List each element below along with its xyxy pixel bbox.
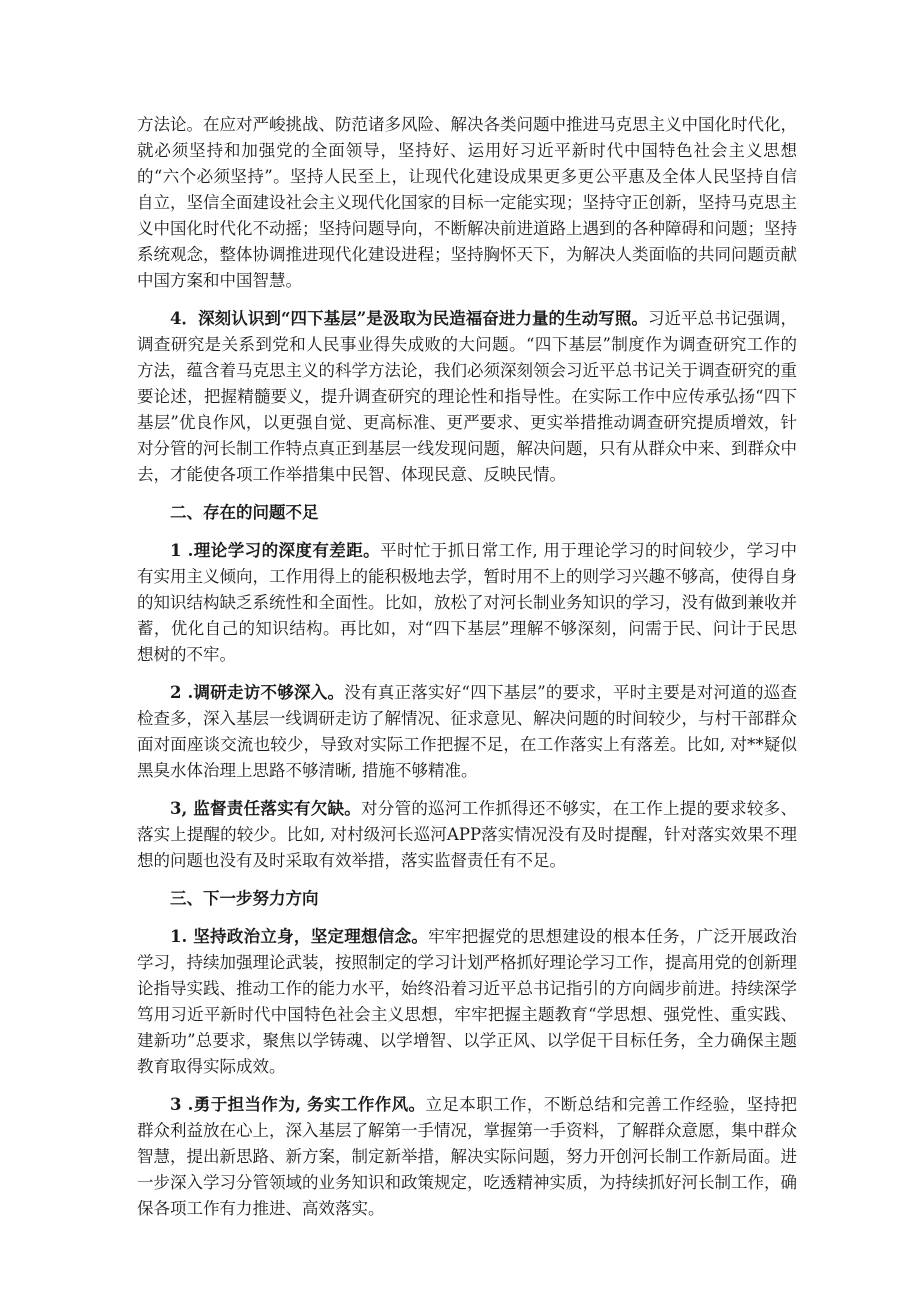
section-heading-next-steps: 三、下一步努力方向 (170, 889, 319, 908)
paragraph-text: 没有真正落实好“四下基层”的要求，平时主要是对河道的巡查检查多，深入基层一线调研走访了解情况、征求意见、解决问题的时间较少，与村干部群众面对面座谈交流也较少，导致对实际工作把握不足，在工作落实上有落差。比如, 对**疑似黑臭水体治理上思路不够清晰, 措施不够精准。 (137, 683, 797, 780)
document-body (137, 112, 797, 1234)
section-heading-problems: 二、存在的问题不足 (170, 503, 319, 522)
paragraph-item-3-supervision (137, 796, 797, 874)
paragraph-lead: 1. 坚持政治立身，坚定理想信念。 (170, 927, 429, 946)
paragraph-item-2-research-visits (137, 680, 797, 784)
paragraph-methodology (137, 112, 797, 294)
paragraph-lead: 3 .勇于担当作为, 务实工作作风。 (170, 1095, 426, 1114)
paragraph-lead: 1 .理论学习的深度有差距。 (170, 541, 381, 560)
paragraph-item-4-four-levels (137, 306, 797, 488)
paragraph-item-1-theory-study (137, 538, 797, 668)
paragraph-lead: 3, 监督责任落实有欠缺。 (170, 799, 362, 818)
paragraph-lead: 2 .调研走访不够深入。 (170, 683, 345, 702)
paragraph-text: 立足本职工作，不断总结和完善工作经验，坚持把群众利益放在心上，深入基层了解第一手情况，掌握第一手资料，了解群众意愿，集中群众智慧，提出新思路、新方案，制定新举措，解决实际问题，努力开创河长制工作新局面。进一步深入学习分管领域的业务知识和政策规定，吃透精神实质，为持续抓好河长制工作，确保各项工作有力推进、高效落实。 (137, 1095, 797, 1218)
paragraph-item-3-responsibility (137, 1092, 797, 1222)
paragraph-text: 牢牢把握党的思想建设的根本任务，广泛开展政治学习，持续加强理论武装，按照制定的学习计划严格抓好理论学习工作，提高用党的创新理论指导实践、推动工作的能力水平，始终沿着习近平总书记指引的方向阔步前进。持续深学笃用习近平新时代中国特色社会主义思想，牢牢把握主题教育“学思想、强党性、重实践、建新功”总要求，聚焦以学铸魂、以学增智、以学正风、以学促干目标任务，全力确保主题教育取得实际成效。 (137, 927, 797, 1076)
paragraph-text: 平时忙于抓日常工作, 用于理论学习的时间较少，学习中有实用主义倾向，工作用得上的能积极地去学，暂时用不上的则学习兴趣不够高，使得自身的知识结构缺乏系统性和全面性。比如，放松了对河长制业务知识的学习，没有做到兼收并蓄，优化自己的知识结构。再比如，对“四下基层”理解不够深刻，问需于民、问计于民思想树的不牢。 (137, 541, 797, 664)
paragraph-text: 习近平总书记强调，调查研究是关系到党和人民事业得失成败的大问题。“四下基层”制度作为调查研究工作的方法，蕴含着马克思主义的科学方法论，我们必须深刻领会习近平总书记关于调查研究的重要论述，把握精髓要义，提升调查研究的理论性和指导性。在实际工作中应传承弘扬“四下基层”优良作风，以更强自觉、更高标准、更严要求、更实举措推动调查研究提质增效，针对分管的河长制工作特点真正到基层一线发现问题，解决问题，只有从群众中来、到群众中去，才能使各项工作举措集中民智、体现民意、反映民情。 (137, 309, 798, 484)
paragraph-item-1-political-stance (137, 924, 797, 1080)
paragraph-lead: 4．深刻认识到“四下基层”是汲取为民造福奋进力量的生动写照。 (170, 309, 648, 328)
paragraph-text: 方法论。在应对严峻挑战、防范诸多风险、解决各类问题中推进马克思主义中国化时代化，就必须坚持和加强党的全面领导，坚持好、运用好习近平新时代中国特色社会主义思想的“六个必须坚持”。坚持人民至上，让现代化建设成果更多更公平惠及全体人民坚持自信自立，坚信全面建设社会主义现代化国家的目标一定能实现；坚持守正创新，坚持马克思主义中国化时代化不动摇；坚持问题导向，不断解决前进道路上遇到的各种障碍和问题；坚持系统观念，整体协调推进现代化建设进程；坚持胸怀天下，为解决人类面临的共同问题贡献中国方案和中国智慧。 (137, 115, 797, 290)
paragraph-text: 对分管的巡河工作抓得还不够实，在工作上提的要求较多、落实上提醒的较少。比如, 对村级河长巡河APP落实情况没有及时提醒，针对落实效果不理想的问题也没有及时采取有效举措，落实监督责任有不足。 (137, 799, 797, 870)
